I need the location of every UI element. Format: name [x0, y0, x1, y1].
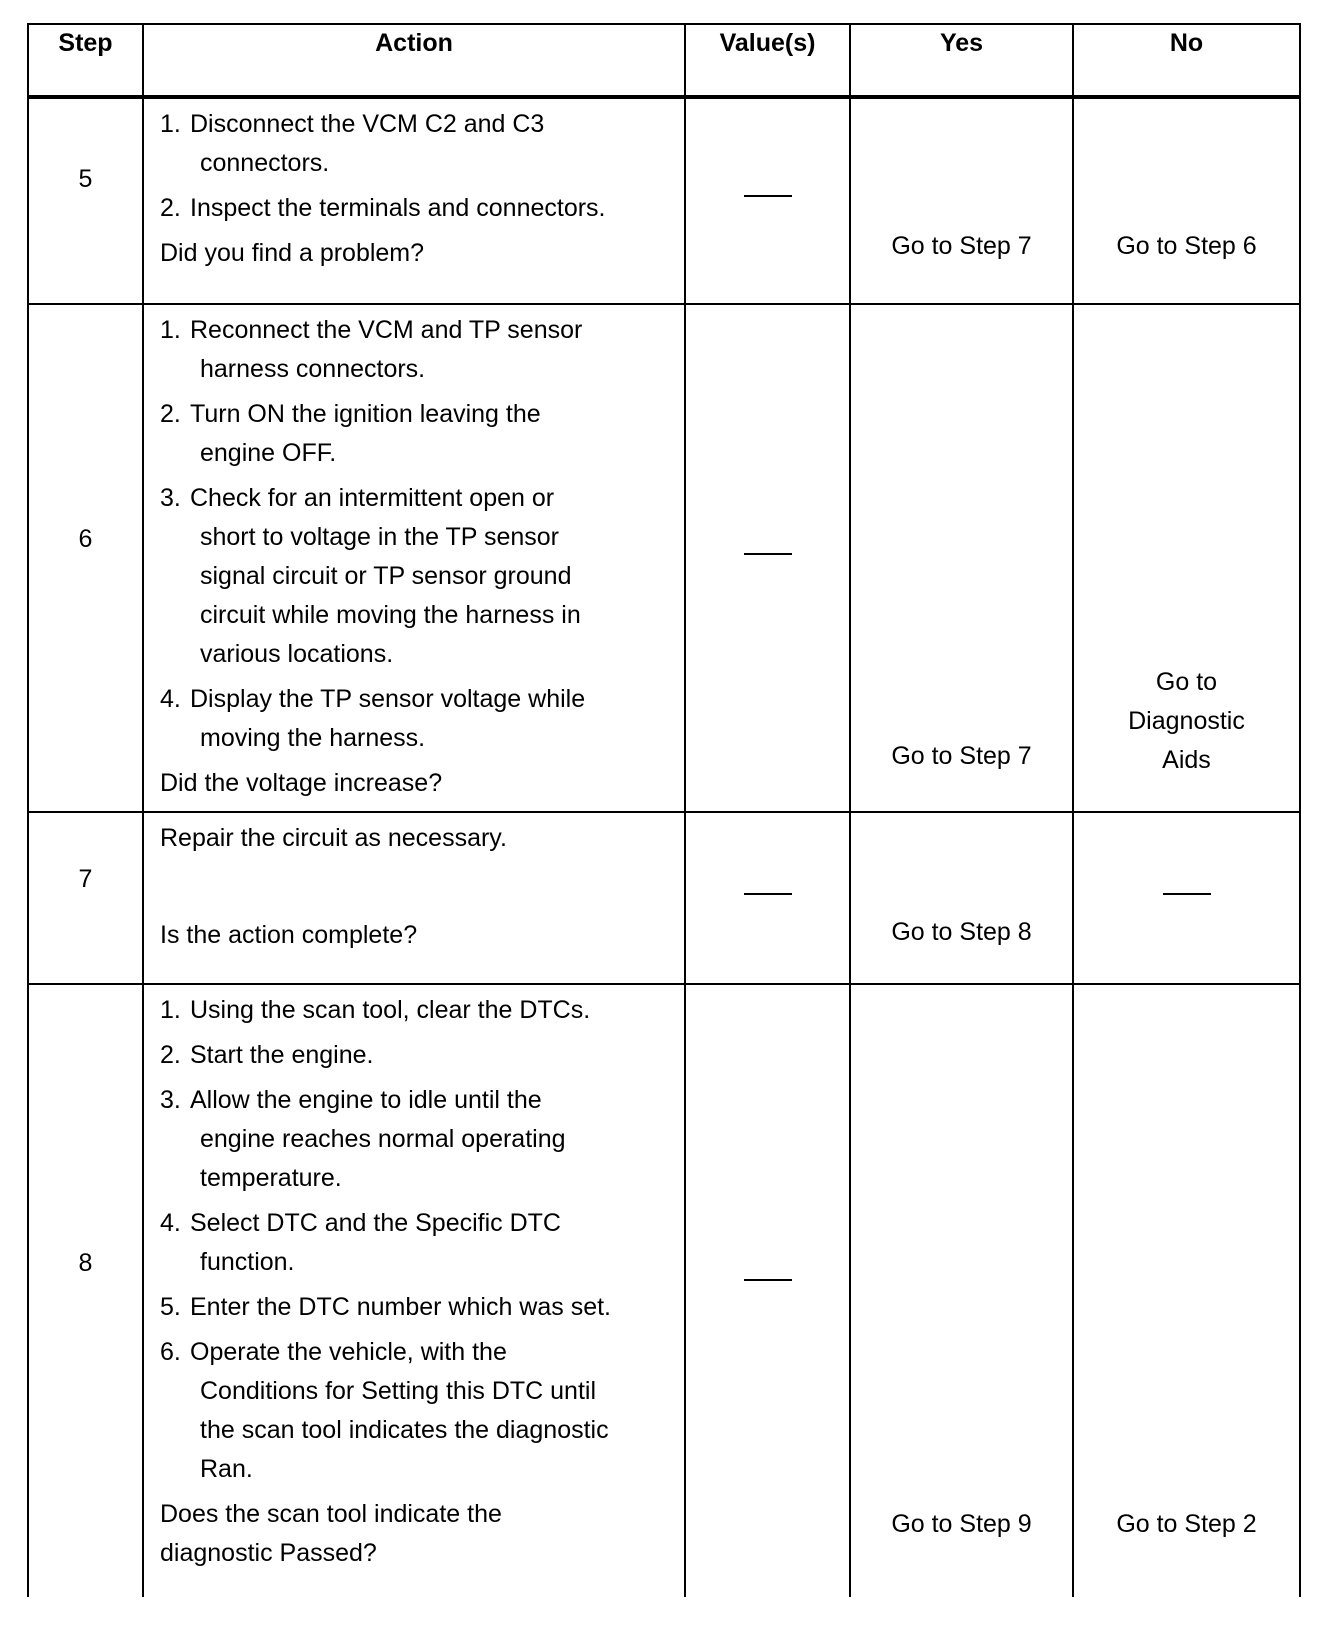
no-cell — [1073, 984, 1300, 1597]
values-dash — [744, 1279, 792, 1281]
header-values: Value(s) — [685, 24, 850, 97]
yes-cell — [850, 984, 1073, 1597]
header-action: Action — [143, 24, 685, 97]
table-row — [28, 812, 1300, 984]
action-item: 3. Check for an intermittent open or short to voltage in the TP sensor signal circuit or TP sensor ground circuit while moving the harness in various locations. — [160, 484, 581, 668]
action-cell — [143, 984, 685, 1597]
no-dash — [1163, 893, 1211, 895]
step-number: 5 — [78, 165, 93, 193]
no-result: Go to Step 6 — [1116, 232, 1257, 260]
values-dash — [744, 195, 792, 197]
yes-result: Go to Step 8 — [891, 918, 1032, 946]
action-question: Does the scan tool indicate the diagnostic Passed? — [160, 1500, 502, 1567]
step-number-cell — [28, 97, 143, 304]
no-result: Go to Diagnostic Aids — [1128, 668, 1245, 774]
step-number: 6 — [78, 525, 93, 553]
no-result: Go to Step 2 — [1116, 1510, 1257, 1538]
action-item: 2. Inspect the terminals and connectors. — [160, 194, 606, 222]
values-cell — [685, 97, 850, 304]
diagnostic-table — [27, 23, 1301, 1597]
header-no: No — [1073, 24, 1300, 97]
action-text: Repair the circuit as necessary. — [160, 824, 507, 852]
step-number-cell — [28, 304, 143, 812]
header-step: Step — [28, 24, 143, 97]
values-cell — [685, 812, 850, 984]
values-dash — [744, 893, 792, 895]
action-question: Did the voltage increase? — [160, 769, 443, 797]
action-cell — [143, 97, 685, 304]
no-cell — [1073, 97, 1300, 304]
step-number: 7 — [78, 865, 93, 893]
values-text — [744, 183, 792, 211]
action-question: Is the action complete? — [160, 921, 418, 949]
yes-result: Go to Step 7 — [891, 232, 1032, 260]
action-item: 1. Reconnect the VCM and TP sensor harness connectors. — [160, 316, 583, 383]
step-number-cell — [28, 812, 143, 984]
action-question: Did you find a problem? — [160, 239, 425, 267]
values-text — [744, 881, 792, 909]
values-cell — [685, 984, 850, 1597]
action-item: 5. Enter the DTC number which was set. — [160, 1293, 611, 1321]
yes-result: Go to Step 7 — [891, 742, 1032, 770]
table-row — [28, 304, 1300, 812]
action-item: 2. Start the engine. — [160, 1041, 374, 1069]
table-row — [28, 984, 1300, 1597]
action-item: 3. Allow the engine to idle until the engine reaches normal operating temperature. — [160, 1086, 566, 1192]
action-item: 4. Select DTC and the Specific DTC function. — [160, 1209, 561, 1276]
values-text — [744, 541, 792, 569]
action-item: 1. Using the scan tool, clear the DTCs. — [160, 996, 591, 1024]
step-number-cell — [28, 984, 143, 1597]
header-yes: Yes — [850, 24, 1073, 97]
values-cell — [685, 304, 850, 812]
action-item: 2. Turn ON the ignition leaving the engine OFF. — [160, 400, 541, 467]
yes-cell — [850, 97, 1073, 304]
yes-result: Go to Step 9 — [891, 1510, 1032, 1538]
step-number: 8 — [78, 1249, 93, 1277]
action-item: 4. Display the TP sensor voltage while moving the harness. — [160, 685, 586, 752]
values-text — [744, 1267, 792, 1295]
yes-cell — [850, 812, 1073, 984]
values-dash — [744, 553, 792, 555]
action-cell — [143, 812, 685, 984]
action-cell — [143, 304, 685, 812]
no-cell — [1073, 812, 1300, 984]
table-row — [28, 97, 1300, 304]
action-item: 6. Operate the vehicle, with the Conditions for Setting this DTC until the scan tool indicates the diagnostic Ran. — [160, 1338, 609, 1483]
yes-cell — [850, 304, 1073, 812]
header-row — [28, 24, 1300, 97]
action-item: 1. Disconnect the VCM C2 and C3 connectors. — [160, 110, 545, 177]
no-cell — [1073, 304, 1300, 812]
